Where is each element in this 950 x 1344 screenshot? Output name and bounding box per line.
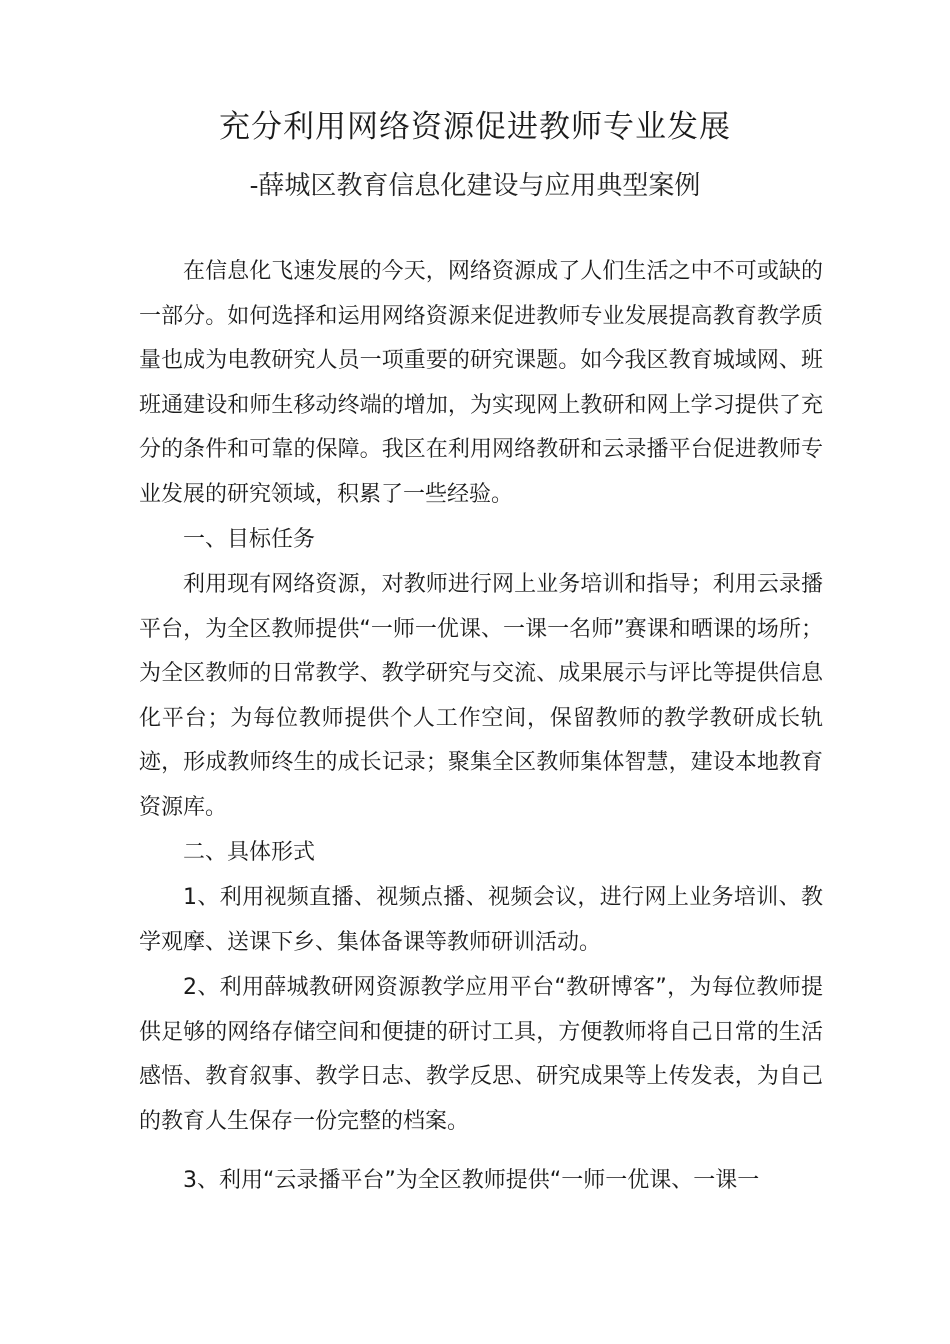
forms-item-2: 2、利用薛城教研网资源教学应用平台“教研博客”，为每位教师提供足够的网络存储空间和便捷的研讨工具，方便教师将自己日常的生活感悟、教育叙事、教学日志、教学反思、研究成果等上传发表，为自己的教育人生保存一份完整的档案。 xyxy=(139,975,823,1134)
section-heading-forms: 二、具体形式 xyxy=(183,840,316,865)
intro-paragraph: 在信息化飞速发展的今天，网络资源成了人们生活之中不可或缺的一部分。如何选择和运用网络资源来促进教师专业发展提高教育教学质量也成为电教研究人员一项重要的研究课题。如今我区教育城域网、班班通建设和师生移动终端的增加，为实现网上教研和网上学习提供了充分的条件和可靠的保障。我区在利用网络教研和云录播平台促进教师专业发展的研究领域，积累了一些经验。 xyxy=(139,259,823,507)
forms-item-1: 1、利用视频直播、视频点播、视频会议，进行网上业务培训、教学观摩、送课下乡、集体备课等教师研训活动。 xyxy=(139,885,823,955)
goals-paragraph: 利用现有网络资源，对教师进行网上业务培训和指导；利用云录播平台，为全区教师提供“一师一优课、一课一名师”赛课和晒课的场所；为全区教师的日常教学、教学研究与交流、成果展示与评比等提供信息化平台；为每位教师提供个人工作空间，保留教师的教学教研成长轨迹，形成教师终生的成长记录；聚集全区教师集体智慧，建设本地教育资源库。 xyxy=(139,572,823,820)
document-subtitle: -薛城区教育信息化建设与应用典型案例 xyxy=(249,171,701,201)
section-heading-goals: 一、目标任务 xyxy=(183,527,316,552)
document-title: 充分利用网络资源促进教师专业发展 xyxy=(219,109,731,145)
forms-item-3: 3、利用“云录播平台”为全区教师提供“一师一优课、一课一 xyxy=(183,1168,760,1193)
